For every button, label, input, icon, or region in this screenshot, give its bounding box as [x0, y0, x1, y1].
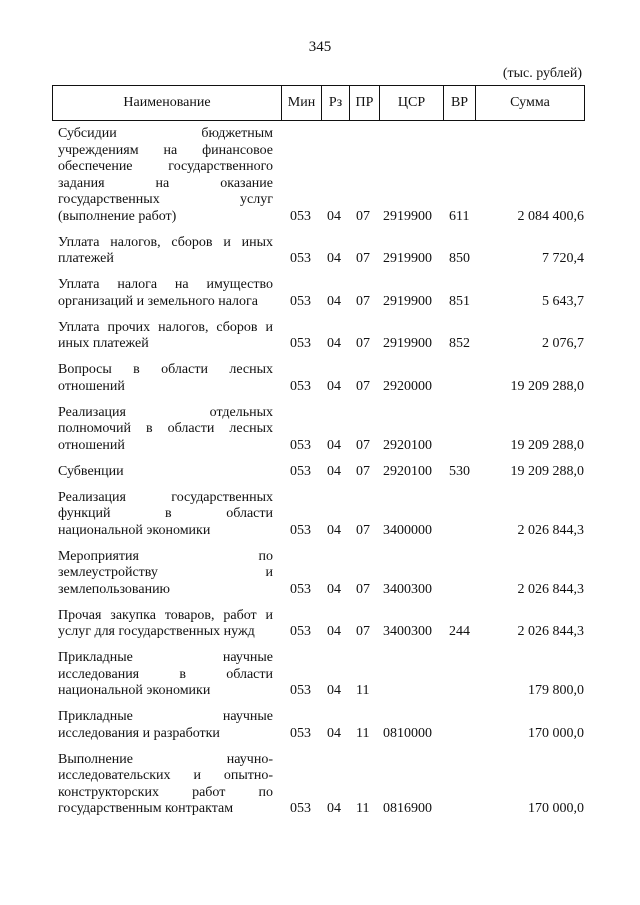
cell-sum: 19 209 288,0	[510, 437, 584, 453]
cell-csr: 0810000	[383, 725, 432, 741]
row-name	[58, 650, 273, 700]
cell-min: 053	[290, 378, 311, 394]
cell-min: 053	[290, 801, 311, 816]
row-name	[58, 320, 273, 353]
cell-pr: 07	[356, 437, 370, 453]
cell-pr: 07	[356, 463, 370, 479]
row-name	[58, 126, 273, 225]
row-name-line: Прикладные научные	[58, 650, 273, 665]
cell-sum: 2 026 844,3	[517, 581, 584, 597]
cell-sum: 170 000,0	[528, 725, 584, 741]
row-name-line: задания на оказание	[58, 175, 273, 191]
row-name-line: функций в области	[58, 506, 273, 521]
row-name-line: Уплата прочих налогов, сборов и	[58, 319, 273, 335]
table-row	[0, 650, 640, 700]
cell-vr: 530	[449, 463, 470, 479]
cell-csr: 3400000	[383, 522, 432, 538]
row-name	[58, 549, 273, 599]
table-row	[0, 464, 640, 481]
cell-csr: 2919900	[383, 336, 432, 351]
cell-csr: 2920000	[383, 378, 432, 394]
table-row	[0, 752, 640, 818]
page-number: 345	[308, 39, 332, 55]
row-name	[58, 405, 273, 455]
row-name	[58, 490, 273, 540]
row-name-line: (выполнение работ)	[58, 208, 177, 224]
table-row	[0, 405, 640, 455]
row-name-line: иных платежей	[58, 336, 149, 351]
table-row	[0, 490, 640, 540]
cell-pr: 07	[356, 522, 370, 538]
row-name-line: Реализация отдельных	[58, 404, 273, 420]
row-name-line: землепользованию	[58, 581, 171, 597]
cell-csr: 2920100	[383, 437, 432, 453]
row-name-line: Выполнение научно-	[58, 751, 273, 767]
cell-rz: 04	[327, 251, 341, 266]
row-name	[58, 608, 273, 641]
cell-pr: 07	[356, 378, 370, 394]
row-name-line: национальной экономики	[58, 683, 211, 698]
header-vr: ВР	[443, 86, 475, 120]
cell-pr: 11	[356, 683, 370, 698]
cell-vr: 244	[449, 624, 470, 639]
cell-rz: 04	[327, 293, 341, 309]
cell-sum: 2 076,7	[542, 336, 584, 351]
row-name-line: государственных услуг	[58, 192, 273, 207]
row-name-line: государственным контрактам	[58, 801, 234, 816]
table-row	[0, 320, 640, 353]
table-row	[0, 235, 640, 268]
cell-rz: 04	[327, 378, 341, 394]
cell-sum: 2 026 844,3	[517, 624, 584, 639]
row-name-line: исследования и разработки	[58, 725, 220, 741]
cell-sum: 179 800,0	[528, 683, 584, 698]
row-name-line: отношений	[58, 437, 125, 453]
row-name-line: Реализация государственных	[58, 489, 273, 505]
cell-pr: 07	[356, 336, 370, 351]
cell-csr: 2919900	[383, 251, 432, 266]
row-name-line: землеустройству и	[58, 565, 273, 580]
cell-vr: 851	[449, 293, 470, 309]
cell-rz: 04	[327, 208, 341, 224]
row-name-line: учреждениям на финансовое	[58, 142, 273, 158]
cell-csr: 0816900	[383, 801, 432, 816]
cell-sum: 19 209 288,0	[510, 378, 584, 394]
cell-sum: 7 720,4	[542, 251, 584, 266]
row-name-line: конструкторских работ по	[58, 784, 273, 800]
row-name-line: полномочий в области лесных	[58, 421, 273, 436]
cell-rz: 04	[327, 463, 341, 479]
table-row	[0, 608, 640, 641]
row-name-line: услуг для государственных нужд	[58, 624, 255, 639]
table-row	[0, 362, 640, 395]
row-name-line: Прикладные научные	[58, 709, 273, 724]
row-name-line: Мероприятия по	[58, 548, 273, 564]
row-name-line: исследовательских и опытно-	[58, 768, 273, 783]
header-rz: Рз	[321, 86, 349, 120]
table-row	[0, 549, 640, 599]
row-name-line: национальной экономики	[58, 522, 211, 538]
cell-pr: 07	[356, 251, 370, 266]
cell-sum: 170 000,0	[528, 801, 584, 816]
cell-min: 053	[290, 463, 311, 479]
cell-sum: 5 643,7	[542, 293, 584, 309]
cell-rz: 04	[327, 522, 341, 538]
cell-min: 053	[290, 522, 311, 538]
cell-rz: 04	[327, 725, 341, 741]
cell-rz: 04	[327, 801, 341, 816]
header-sum: Сумма	[475, 86, 584, 120]
row-name-line: Вопросы в области лесных	[58, 362, 273, 377]
cell-pr: 07	[356, 624, 370, 639]
units-label: (тыс. рублей)	[502, 66, 582, 81]
cell-rz: 04	[327, 581, 341, 597]
cell-min: 053	[290, 251, 311, 266]
cell-vr: 611	[449, 208, 470, 224]
header-min: Мин	[281, 86, 321, 120]
cell-min: 053	[290, 581, 311, 597]
cell-min: 053	[290, 624, 311, 639]
cell-csr: 2919900	[383, 208, 432, 224]
row-name-line: отношений	[58, 378, 125, 394]
header-pr: ПР	[349, 86, 379, 120]
table-row	[0, 126, 640, 225]
cell-rz: 04	[327, 336, 341, 351]
cell-rz: 04	[327, 683, 341, 698]
cell-min: 053	[290, 293, 311, 309]
cell-pr: 07	[356, 293, 370, 309]
cell-min: 053	[290, 683, 311, 698]
cell-rz: 04	[327, 437, 341, 453]
table-header	[52, 85, 585, 121]
row-name	[58, 464, 273, 481]
header-name: Наименование	[123, 95, 211, 110]
cell-min: 053	[290, 437, 311, 453]
cell-pr: 07	[356, 581, 370, 597]
row-name-line: Прочая закупка товаров, работ и	[58, 607, 273, 623]
row-name-line: Субвенции	[58, 463, 124, 479]
header-csr: ЦСР	[379, 86, 443, 120]
row-name	[58, 235, 273, 268]
row-name-line: обеспечение государственного	[58, 159, 273, 174]
cell-rz: 04	[327, 624, 341, 639]
cell-sum: 19 209 288,0	[510, 463, 584, 479]
row-name-line: платежей	[58, 251, 114, 266]
cell-csr: 3400300	[383, 581, 432, 597]
row-name-line: Субсидии бюджетным	[58, 126, 273, 141]
cell-min: 053	[290, 725, 311, 741]
row-name-line: Уплата налогов, сборов и иных	[58, 234, 273, 250]
row-name-line: Уплата налога на имущество	[58, 277, 273, 292]
cell-pr: 07	[356, 208, 370, 224]
table-row	[0, 277, 640, 310]
cell-min: 053	[290, 208, 311, 224]
cell-csr: 2920100	[383, 463, 432, 479]
table-row	[0, 709, 640, 742]
row-name	[58, 362, 273, 395]
cell-min: 053	[290, 336, 311, 351]
cell-csr: 2919900	[383, 293, 432, 309]
cell-csr: 3400300	[383, 624, 432, 639]
cell-sum: 2 084 400,6	[517, 208, 584, 224]
cell-vr: 852	[449, 336, 470, 351]
cell-pr: 11	[356, 801, 370, 816]
cell-pr: 11	[356, 725, 370, 741]
row-name	[58, 277, 273, 310]
row-name-line: организаций и земельного налога	[58, 293, 258, 309]
row-name	[58, 709, 273, 742]
cell-sum: 2 026 844,3	[517, 522, 584, 538]
row-name	[58, 752, 273, 818]
row-name-line: исследования в области	[58, 666, 273, 682]
cell-vr: 850	[449, 251, 470, 266]
